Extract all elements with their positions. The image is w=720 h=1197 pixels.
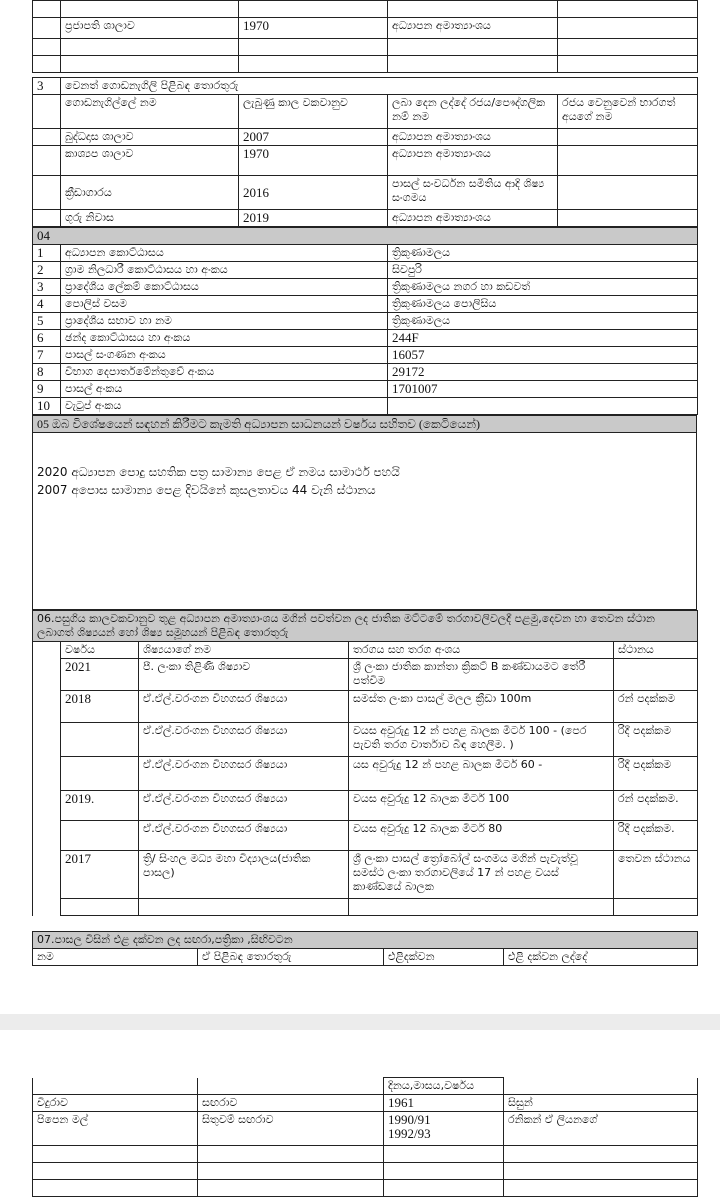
section-4-number: 04 [33,228,698,245]
field-label: අධ්‍යාපන කොට්ඨාසය [61,245,388,262]
field-label: පාසල් අංකය [61,381,388,398]
student-name: පී. ලංකා තිළිණි ශිෂ්‍යාව [139,659,349,691]
table-row [33,851,698,899]
field-value: 1701007 [388,381,698,398]
table-row [33,296,698,313]
row-number: 2 [33,262,61,279]
table-row [33,723,698,757]
section-3-number: 3 [33,78,61,95]
table-row [33,146,698,176]
field-value: 16057 [388,347,698,364]
table-row [33,129,698,146]
building-provider: අධ්‍යාපන අමාත්‍යාංශය [388,146,558,176]
col-header-name: නම [33,949,198,966]
competition-place: රිදී පදක්කම [614,723,698,757]
student-name: ත්‍රි/ සිංහල මධ්‍ය මහා විද්‍යාලය(ජාතික පාසල) [139,851,349,899]
publication-date: 1961 [384,1095,504,1112]
publication-date: 1990/91 1992/93 [384,1112,504,1146]
col-header-receiver: රජය වෙනුවෙන් භාරගත් අයගේ නම [558,95,698,129]
col-header-published: එළිදක්වන [384,949,504,966]
competition-event: වයස අවුරුදු 12 න් පහළ බාලක මීටර් 100 - (පෙර පැවති තරග වාර්තාව බිඳ හෙලීම. ) [349,723,614,757]
student-name: ඒ.ඒල්.වරංගන විහගසර ශිෂ්‍යයා [139,791,349,821]
building-year: 2007 [239,129,388,146]
field-label: වැටුප් අංකය [61,398,388,415]
competition-year [61,821,139,851]
competition-year [61,757,139,791]
field-label: ග්‍රාම නිලධාරී කොට්ඨාසය හා අංකය [61,262,388,279]
table-header-row [33,642,698,659]
col-header-building-name: ගොඩනැගිල්ලේ නම [61,95,239,129]
col-header-received-period: ලැබුණු කාල වකවානුව [239,95,388,129]
field-label: පොලිස් වසම [61,296,388,313]
col-header-provider: ලබා දෙන ලද්දේ රජය/පෞද්ගලික නම් නම [388,95,558,129]
field-value: 29172 [388,364,698,381]
building-name: ප්‍රජාපති ශාලාව [61,18,239,39]
field-value: ත්‍රිකුණාමලය [388,313,698,330]
col-header-year: වර්ෂය [61,642,139,659]
table-row [33,245,698,262]
field-label: විභාග දෙපාර්තමේන්තුවේ අංකය [61,364,388,381]
competition-year: 2017 [61,851,139,899]
building-provider: අධ්‍යාපන අමාත්‍යාංශය [388,129,558,146]
competition-place: තෙවන ස්ථානය [614,851,698,899]
table-row [33,279,698,296]
building-provider: අධ්‍යාපන අමාත්‍යාංශය [388,18,558,39]
school-identifiers-table [32,227,698,415]
competition-year: 2021 [61,659,139,691]
section-6-title: 06.පසුගිය කාලවකවානුව තුළ අධ්‍යාපන අමාත්‍යාංශය මගින් පවත්වන ලද ජාතික මට්ටමේ තරගාවලිවලදී පළමු,දෙවන හා තෙවන ස්ථාන ලබාගත් ශිෂ්‍යයන් හෝ ශිෂ්‍ය සමූහයන් පිළිබඳ තොරතුරු [33,611,698,642]
field-value: 244F [388,330,698,347]
competition-place: රිදී පදක්කම [614,757,698,791]
building-year: 1970 [239,18,388,39]
col-header-place: ස්ථානය [614,642,698,659]
field-value: ත්‍රිකුණාමලය පොලිසිය [388,296,698,313]
field-value [388,398,698,415]
col-header-competition: තරගය සහ තරග අංශය [349,642,614,659]
row-number: 10 [33,398,61,415]
row-number: 4 [33,296,61,313]
publication-author: රනිකන් ඒ ලියනගේ [504,1112,698,1146]
row-number: 6 [33,330,61,347]
section-5-title: 05 ඔබ විශේෂයෙන් සඳහන් කිරීමට කැමති අධ්‍යාපන සාධනයන් වර්ෂය සහිතව (කෙටියෙන්) [33,416,697,433]
competition-place: රන් පදක්කම [614,691,698,723]
row-number: 5 [33,313,61,330]
table-row [33,176,698,210]
row-number: 1 [33,245,61,262]
competition-place [614,659,698,691]
competition-event: සමස්ත ලංකා පාසල් මලල ක්‍රීඩා 100m [349,691,614,723]
table-row [33,262,698,279]
table-row [33,364,698,381]
col-header-student: ශිෂ්‍යයාගේ නම [139,642,349,659]
achievements-body [33,433,697,610]
competition-event: යස අවුරුදු 12 න් පහළ බාලක මීටර් 60 - [349,757,614,791]
achievement-line: 2007 අපොස සාමාන්‍ය පෙළ දිවයිනේ කුසලතාවය 44 වැනි ස්ථානය [37,483,376,497]
table-row [33,1095,698,1112]
field-label: ප්‍රාදේශීය සභාව හා නම [61,313,388,330]
table-row [33,330,698,347]
publication-type: සඟරාව [198,1095,384,1112]
table-row [33,313,698,330]
field-label: ප්‍රාදේශීය ලේකම් කොට්ඨාසය [61,279,388,296]
building-year: 2016 [239,176,388,210]
table-header-row [33,949,698,966]
publication-type: සිතුවම් සඟරාව [198,1112,384,1146]
competition-event: ශ්‍රී ලංකා ජාතික කාන්තා ක්‍රිකට් B කණ්ඩායමට තේරී පත්වීම [349,659,614,691]
buildings-table-top [32,0,698,73]
section-7-title: 07.පාසල විසින් එළ දක්වන ලද සඟරා,පත්‍රිකා ,සිඟිවටන [33,932,698,949]
field-label: පාසල් සංගණන අංකය [61,347,388,364]
student-name: ඒ.ඒල්.වරංගන විහගසර ශිෂ්‍යයා [139,821,349,851]
page-1 [32,0,697,916]
table-row [33,347,698,364]
building-name: ක්‍රීඩාගාරය [61,176,239,210]
col-header-details: ඒ පිළිබඳ තොරතුරු [198,949,384,966]
table-row [33,757,698,791]
table-row [33,381,698,398]
table-header-row [33,1078,698,1095]
publications-table-continued [32,1077,698,1197]
other-buildings-table [32,77,698,227]
building-name: කාශ්‍යප ශාලාව [61,146,239,176]
competition-event: ශ්‍රී ලංකා පාසල් ත්‍රෝබෝල් සංගමය මගින් පැවැත්වූ සමස්ථ ලංකා තරගාවලියේ 17 න් පහළ වයස් කාණ්ඩයේ බාලක [349,851,614,899]
table-row [33,791,698,821]
competition-event: වයස අවුරුදු 12 බාලක මීටර් 80 [349,821,614,851]
col-header-published-by: එළි දක්වන ලද්දේ [504,949,698,966]
section-3-title: වෙනත් ගොඩනැගිලි පිළිබඳ තොරතුරු [61,78,698,95]
publication-name: විදුරාව [33,1095,198,1112]
publications-table [32,931,698,966]
page-separator [0,1014,720,1030]
building-provider: පාසල් සංවර්ධන සමිතිය ආදි ශිෂ්‍ය සංගමය [388,176,558,210]
competition-year: 2019. [61,791,139,821]
field-value: සිවපුරි [388,262,698,279]
building-year: 1970 [239,146,388,176]
building-year: 2019 [239,210,388,227]
building-provider: අධ්‍යාපන අමාත්‍යාංශය [388,210,558,227]
competition-place: රිදී පදක්කම. [614,821,698,851]
table-row [33,691,698,723]
publication-name: පිපෙන මල් [33,1112,198,1146]
row-number: 8 [33,364,61,381]
table-row [33,398,698,415]
row-number: 7 [33,347,61,364]
table-row [33,18,698,39]
achievement-line: 2020 අධ්‍යාපන පොදු සහතික පත්‍ර සාමාන්‍ය පෙළ ඒ නමය සාමාර්ථ පහයි [37,465,400,479]
student-name: ඒ.ඒල්.වරංගන විහගසර ශිෂ්‍යයා [139,691,349,723]
page-2 [32,1077,697,1197]
competition-year [61,723,139,757]
achievements-table [32,415,697,610]
student-name: ඒ.ඒල්.වරංගන විහගසර ශිෂ්‍යයා [139,723,349,757]
table-row [33,1112,698,1146]
competition-event: වයස අවුරුදු 12 බාලක මීටර් 100 [349,791,614,821]
field-label: ඡන්ද කොට්ඨාසය හා අංකය [61,330,388,347]
building-name: බුද්ධදාස ශාලාව [61,129,239,146]
row-number: 3 [33,279,61,296]
competition-year: 2018 [61,691,139,723]
table-header-row [33,95,698,129]
field-value: ත්‍රිකුණාමලය [388,245,698,262]
national-competitions-table [32,610,698,916]
table-row [33,659,698,691]
row-number: 9 [33,381,61,398]
table-row [33,210,698,227]
col-header-date: දිනය,මාසය,වර්ෂය [384,1078,504,1095]
section-7 [32,931,697,966]
competition-place: රන් පදක්කම. [614,791,698,821]
table-row [33,821,698,851]
field-value: ත්‍රිකුණාමලය නගර හා කඩවත් [388,279,698,296]
building-name: ගුරු නිවාස [61,210,239,227]
publication-author: සිසුන් [504,1095,698,1112]
student-name: ඒ.ඒල්.වරංගන විහගසර ශිෂ්‍යයා [139,757,349,791]
